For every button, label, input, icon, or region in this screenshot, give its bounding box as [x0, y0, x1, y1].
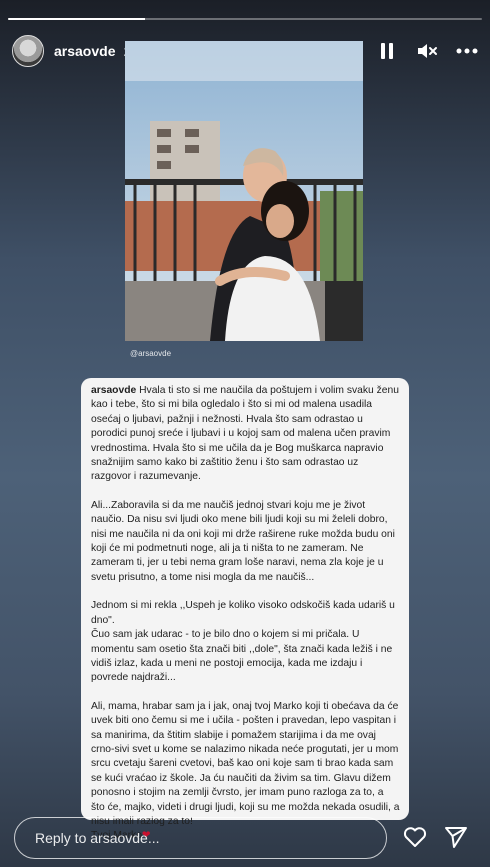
note-paragraph-1: [91, 384, 400, 485]
note-author: arsaovde: [91, 385, 137, 396]
pause-icon: [380, 42, 394, 60]
more-icon: [456, 48, 478, 54]
pause-button[interactable]: [376, 40, 398, 62]
note-paragraph-2: Ali...Zaboravila si da me naučiš jednoj stvari koju me je život naučio. Da nisu svi ljudi oko mene bili ljudi koji su mi želeli dobro, nisi me naučila ni da oni koji mi drže raširene ruke možda budu oni koji će mi podmetnuti noge, ali ja ti ništa to ne zameram. Ne zameram ti, jer u tebi nema gram loše naravi, nema zla koje je u svetu prisutno, a tome nisi mogla da me naučiš...: [91, 499, 395, 583]
reply-bar[interactable]: [14, 817, 387, 859]
avatar[interactable]: [12, 35, 44, 67]
username[interactable]: arsaovde: [54, 43, 116, 59]
story-photo: [125, 41, 363, 341]
like-button[interactable]: [402, 824, 428, 850]
story-note-card: [81, 378, 409, 842]
note-paragraph-3: Jednom si mi rekla ,,Uspeh je koliko visoko odskočiš kada udariš u dno". Čuo sam jak udarac - to je bilo dno o kojem si mi pričala. U momentu sam osetio šta znači biti ,,dole", šta znači kada ležiš i ne vidiš izlaz, kada u meni ne postoji emocija, kada me izdaju i povrede najdraži...: [91, 600, 395, 684]
header-controls: [376, 40, 478, 62]
note-signature: Tvoj Marko: [91, 830, 142, 842]
reply-input[interactable]: [35, 830, 386, 846]
heart-outline-icon: [402, 824, 428, 850]
note-text: Hvala ti sto si me naučila da poštujem i volim svaku ženu kao i tebe, što si mi bila ogledalo i što si mi od malena usadila osećaj o ljubavi, pažnji i nežnosti. Hvala što sam odrastao u porodici punoj sreće i ljubavi i u kojoj sam od malena učen pravim vrednostima. Hvala što si me učila da je Bog muškarca napravio snažnijim samo kako bi zaštitio ženu i što sam odrastao uz razgovor i razumevanje.: [91, 385, 399, 483]
more-button[interactable]: [456, 40, 478, 62]
note-text: Ali, mama, hrabar sam ja i jak, onaj tvoj Marko koji ti obećava da će uvek biti ono čemu si me i učila - pošten i pravedan, lepo vaspitan i sa manirima, da štitim slabije i pomažem starijima i da me ovaj crno-sivi svet u kome se nalazimo nikada neće progutati, jer u mom srcu cvetaju šareni cvetovi, baš kao oni koje sam ti brao kada sam se kući vraćao iz škole. Ja ću naučiti da živim sa tim. Glavu dižem ponosno i stojim na zemlji čvrsto, jer imam puno razloga za to, a što će, majko, videti i drugi ljudi, koji su me možda nekada osudili, a nisu imali razlog za to!: [91, 700, 400, 827]
progress-fill: [8, 18, 145, 20]
paper-plane-icon: [443, 824, 469, 850]
share-button[interactable]: [443, 824, 469, 850]
mute-button[interactable]: [416, 40, 438, 62]
heart-emoji: ❤: [141, 830, 151, 842]
story-progress: [8, 18, 482, 20]
progress-segment: [8, 18, 482, 20]
mute-icon: [417, 42, 437, 60]
photo-watermark: @arsaovde: [130, 349, 172, 358]
